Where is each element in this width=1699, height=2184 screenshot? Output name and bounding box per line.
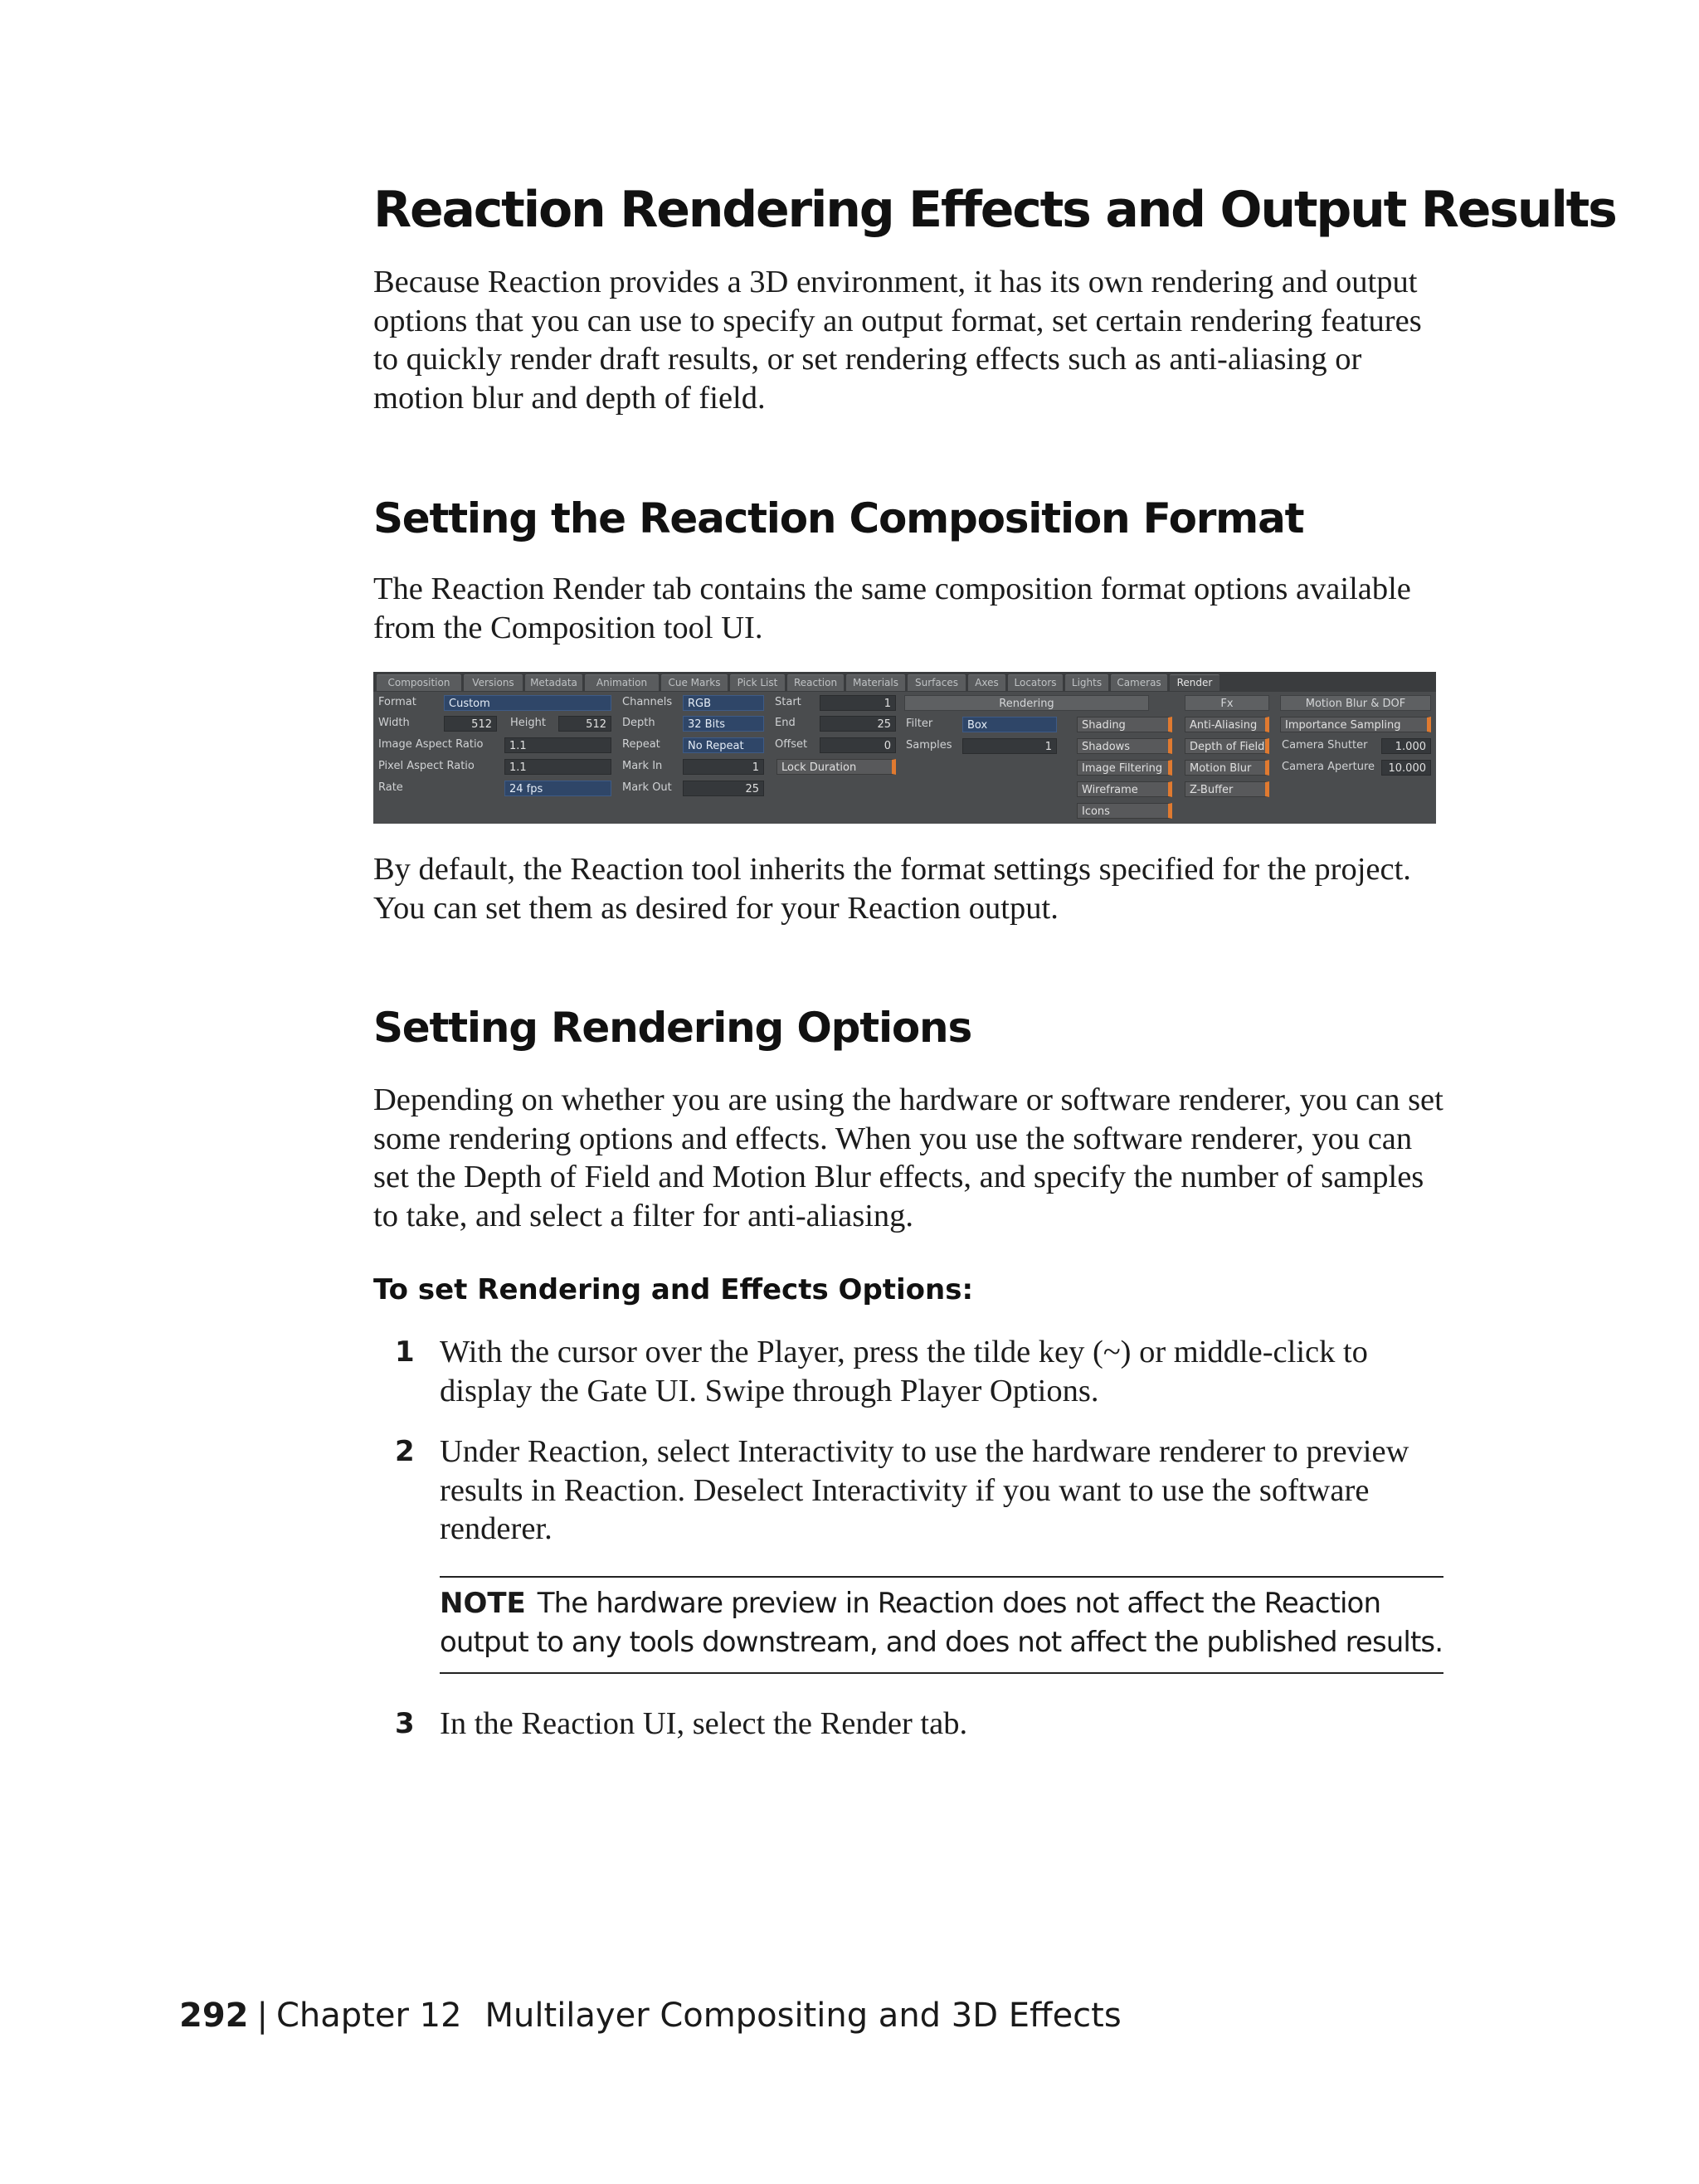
format-dropdown[interactable]: Custom [444, 695, 611, 711]
repeat-label: Repeat [622, 738, 660, 751]
tab-cameras[interactable]: Cameras [1111, 674, 1167, 691]
step-text: In the Reaction UI, select the Render tab. [440, 1706, 968, 1741]
width-label: Width [378, 717, 410, 729]
shading-button[interactable]: Shading [1077, 717, 1172, 732]
mark-out-field[interactable]: 25 [683, 781, 764, 796]
tab-materials[interactable]: Materials [846, 674, 905, 691]
height-field[interactable]: 512 [558, 716, 611, 732]
wireframe-button[interactable]: Wireframe [1077, 781, 1172, 797]
reaction-render-tab-screenshot [373, 672, 1436, 824]
samples-field[interactable]: 1 [962, 738, 1057, 754]
tab-composition[interactable]: Composition [377, 674, 461, 691]
page-footer [179, 1992, 1122, 2039]
footer-separator: | [256, 1997, 268, 2035]
fx-header: Fx [1185, 695, 1269, 711]
image-filtering-button[interactable]: Image Filtering [1077, 760, 1172, 776]
tab-surfaces[interactable]: Surfaces [908, 674, 966, 691]
icons-button[interactable]: Icons [1077, 803, 1172, 819]
tab-reaction[interactable]: Reaction [787, 674, 844, 691]
samples-label: Samples [906, 739, 952, 752]
tab-versions[interactable]: Versions [464, 674, 523, 691]
pixel-aspect-ratio-label: Pixel Aspect Ratio [378, 760, 475, 772]
tab-lights[interactable]: Lights [1065, 674, 1108, 691]
rate-label: Rate [378, 781, 403, 794]
intro-paragraph: Because Reaction provides a 3D environment, it has its own rendering and output options that you can use to specify an output format, set certain rendering features to quickly render draft results, or set rendering effects such as anti-aliasing or motion blur and depth of field. [373, 265, 1422, 416]
mark-in-label: Mark In [622, 760, 663, 772]
motion-blur-button[interactable]: Motion Blur [1185, 760, 1269, 776]
filter-label: Filter [906, 717, 933, 730]
composition-format-heading: Setting the Reaction Composition Format [373, 494, 1304, 542]
tab-render[interactable]: Render [1170, 674, 1219, 691]
chapter-title: Multilayer Compositing and 3D Effects [484, 1997, 1122, 2035]
lock-duration-button[interactable]: Lock Duration [776, 759, 896, 775]
note-box [440, 1576, 1443, 1674]
tab-axes[interactable]: Axes [968, 674, 1005, 691]
depth-of-field-button[interactable]: Depth of Field [1185, 738, 1269, 754]
tab-cue-marks[interactable]: Cue Marks [661, 674, 728, 691]
mark-out-label: Mark Out [622, 781, 672, 794]
note-text: The hardware preview in Reaction does not affect the Reaction output to any tools downstream, and does not affect the published results. [440, 1587, 1443, 1659]
offset-label: Offset [775, 738, 808, 751]
step-number: 2 [395, 1435, 415, 1468]
start-field[interactable]: 1 [820, 695, 896, 711]
step-text: Under Reaction, select Interactivity to use the hardware renderer to preview results in Reaction. Deselect Interactivity if you want to use the software renderer. [440, 1434, 1409, 1546]
image-aspect-ratio-field[interactable]: 1.1 [504, 737, 611, 753]
camera-shutter-field[interactable]: 1.000 [1381, 738, 1431, 754]
chapter-label: Chapter 12 [275, 1997, 462, 2035]
channels-dropdown[interactable]: RGB [683, 695, 764, 711]
repeat-dropdown[interactable]: No Repeat [683, 737, 764, 753]
rate-dropdown[interactable]: 24 fps [504, 781, 611, 796]
height-label: Height [510, 717, 546, 729]
camera-aperture-field[interactable]: 10.000 [1381, 760, 1431, 776]
rendering-options-heading: Setting Rendering Options [373, 1004, 972, 1052]
depth-label: Depth [622, 717, 655, 729]
anti-aliasing-button[interactable]: Anti-Aliasing [1185, 717, 1269, 732]
end-label: End [775, 717, 796, 729]
step-number: 1 [395, 1335, 415, 1369]
step-number: 3 [395, 1707, 415, 1740]
camera-shutter-label: Camera Shutter [1282, 739, 1368, 752]
channels-label: Channels [622, 696, 673, 708]
importance-sampling-button[interactable]: Importance Sampling [1280, 717, 1431, 732]
format-label: Format [378, 696, 416, 708]
mark-in-field[interactable]: 1 [683, 759, 764, 775]
tab-metadata[interactable]: Metadata [525, 674, 582, 691]
motion-blur-dof-header: Motion Blur & DOF [1280, 695, 1431, 711]
note-label: NOTE [440, 1587, 526, 1620]
start-label: Start [775, 696, 801, 708]
tab-bar [373, 672, 1436, 692]
tab-locators[interactable]: Locators [1008, 674, 1063, 691]
depth-dropdown[interactable]: 32 Bits [683, 716, 764, 732]
shadows-button[interactable]: Shadows [1077, 738, 1172, 754]
z-buffer-button[interactable]: Z-Buffer [1185, 781, 1269, 797]
end-field[interactable]: 25 [820, 716, 896, 732]
default-format-paragraph: By default, the Reaction tool inherits the format settings specified for the project. You can set them as desired for your Reaction output. [373, 852, 1411, 926]
pixel-aspect-ratio-field[interactable]: 1.1 [504, 759, 611, 775]
rendering-intro-paragraph: Depending on whether you are using the hardware or software renderer, you can set some rendering options and effects. When you use the software renderer, you can set the Depth of Field and Motion Blur effects, and specify the number of samples to take, and select a filter for anti-aliasing. [373, 1082, 1443, 1233]
step-text: With the cursor over the Player, press the tilde key (~) or middle-click to display the Gate UI. Swipe through Player Options. [440, 1335, 1368, 1408]
width-field[interactable]: 512 [444, 716, 497, 732]
camera-aperture-label: Camera Aperture [1282, 761, 1375, 773]
page-number: 292 [179, 1997, 249, 2035]
render-tab-paragraph: The Reaction Render tab contains the same composition format options available from the Composition tool UI. [373, 572, 1411, 645]
filter-dropdown[interactable]: Box [962, 717, 1057, 732]
tab-pick-list[interactable]: Pick List [730, 674, 785, 691]
main-heading: Reaction Rendering Effects and Output Results [373, 181, 1616, 239]
tab-animation[interactable]: Animation [585, 674, 659, 691]
rendering-header: Rendering [904, 695, 1149, 711]
procedure-title: To set Rendering and Effects Options: [373, 1273, 974, 1306]
image-aspect-ratio-label: Image Aspect Ratio [378, 738, 484, 751]
offset-field[interactable]: 0 [820, 737, 896, 753]
